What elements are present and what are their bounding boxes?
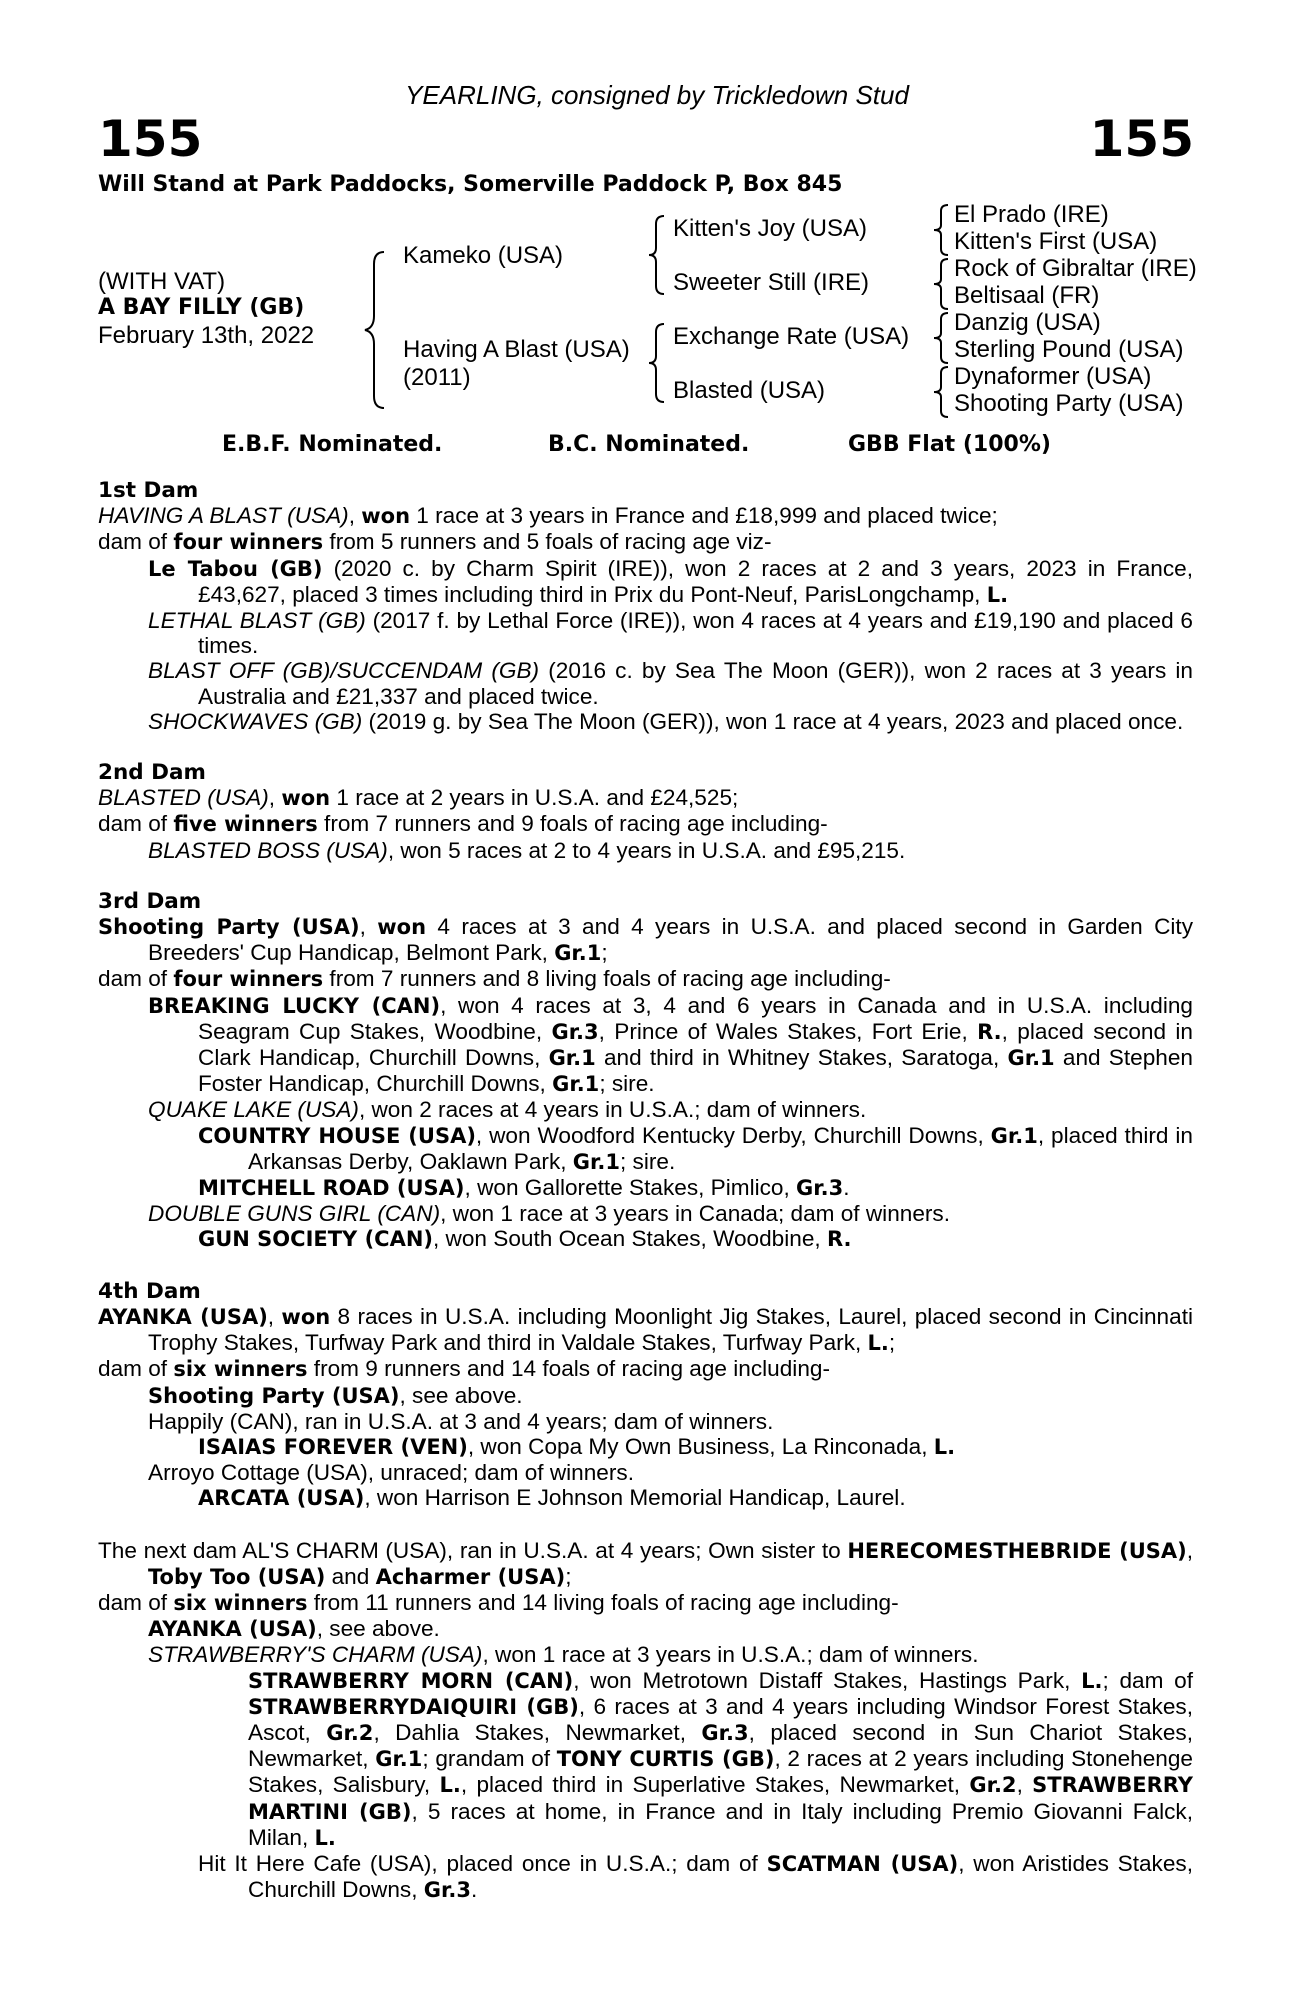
vat-note: (WITH VAT) (98, 268, 226, 295)
g3-kittens-first: Kitten's First (USA) (954, 228, 1158, 255)
brace-g3-2 (930, 257, 954, 311)
produce-isaias-forever: ISAIAS FOREVER (VEN), won Copa My Own Business, La Rinconada, L. (198, 1433, 956, 1459)
brace-g3-1 (930, 203, 954, 257)
lot-number-right: 155 (1089, 110, 1194, 168)
produce-hit-it-here-cafe: Hit It Here Cafe (USA), placed once in U.S.A.; dam of SCATMAN (USA), won Aristides Stakes, Churchill Downs, Gr.3. (198, 1850, 1193, 1903)
produce-le-tabou: Le Tabou (GB) (2020 c. by Charm Spirit (IRE)), won 2 races at 2 and 3 years, 2023 in France, £43,627, placed 3 times including third in Prix du Pont-Neuf, ParisLongchamp, L. (148, 555, 1193, 607)
produce-breaking-lucky: BREAKING LUCKY (CAN), won 4 races at 3, 4 and 6 years in Canada and in U.S.A. including Seagram Cup Stakes, Woodbine, Gr.3, Prince of Wales Stakes, Fort Erie, R., placed second in Clark Handicap, Churchill Downs, Gr.1 and third in Whitney Stakes, Saratoga, Gr.1 and Stephen Foster Handicap, Churchill Downs, Gr.1; sire. (148, 992, 1193, 1097)
second-dam-heading: 2nd Dam (98, 760, 206, 786)
third-dam-record: Shooting Party (USA), won 4 races at 3 and 4 years in U.S.A. and placed second in Garden City Breeders' Cup Handicap, Belmont Park, Gr.1; (98, 914, 1193, 966)
produce-double-guns-girl: DOUBLE GUNS GIRL (CAN), won 1 race at 3 years in Canada; dam of winners. (148, 1201, 950, 1227)
brace-sire (646, 214, 670, 296)
dam-dam: Blasted (USA) (673, 377, 826, 404)
dam-year: (2011) (403, 364, 471, 391)
produce-arcata: ARCATA (USA), won Harrison E Johnson Memorial Handicap, Laurel. (198, 1485, 906, 1511)
second-dam-record: BLASTED (USA), won 1 race at 2 years in U.S.A. and £24,525; (98, 785, 739, 811)
produce-arroyo-cottage: Arroyo Cottage (USA), unraced; dam of winners. (148, 1460, 634, 1486)
fourth-dam-heading: 4th Dam (98, 1278, 201, 1304)
foaling-date: February 13th, 2022 (98, 322, 315, 349)
fourth-dam-record: AYANKA (USA), won 8 races in U.S.A. including Moonlight Jig Stakes, Laurel, placed second in Cincinnati Trophy Stakes, Turfway Park and third in Valdale Stakes, Turfway Park, L.; (98, 1303, 1193, 1356)
produce-mitchell-road: MITCHELL ROAD (USA), won Gallorette Stakes, Pimlico, Gr.3. (198, 1175, 850, 1201)
produce-gun-society: GUN SOCIETY (CAN), won South Ocean Stakes, Woodbine, R. (198, 1226, 852, 1252)
produce-country-house: COUNTRY HOUSE (USA), won Woodford Kentucky Derby, Churchill Downs, Gr.1, placed third in Arkansas Derby, Oaklawn Park, Gr.1; sire. (198, 1122, 1194, 1174)
bc-nomination: B.C. Nominated. (548, 432, 750, 457)
produce-strawberrys-charm: STRAWBERRY'S CHARM (USA), won 1 race at 3 years in U.S.A.; dam of winners. (148, 1642, 979, 1668)
g3-danzig: Danzig (USA) (954, 309, 1101, 336)
third-dam-heading: 3rd Dam (98, 888, 202, 914)
dam-sire: Exchange Rate (USA) (673, 323, 910, 350)
sire-dam: Sweeter Still (IRE) (673, 269, 870, 296)
ebf-nomination: E.B.F. Nominated. (222, 432, 443, 457)
produce-strawberry-morn: STRAWBERRY MORN (CAN), won Metrotown Distaff Stakes, Hastings Park, L.; dam of STRAWBERRYDAIQUIRI (GB), 6 races at 3 and 4 years including Windsor Forest Stakes, Ascot, Gr.2, Dahlia Stakes, Newmarket, Gr.3, placed second in Sun Chariot Stakes, Newmarket, Gr.1; grandam of TONY CURTIS (GB), 2 races at 2 years including Stonehenge Stakes, Salisbury, L., placed third in Superlative Stakes, Newmarket, Gr.2, STRAWBERRY MARTINI (GB), 5 races at home, in France and in Italy including Premio Giovanni Falck, Milan, L. (248, 1667, 1194, 1850)
catalogue-body (98, 478, 1193, 1903)
fourth-dam-produce-summary: dam of six winners from 9 runners and 14 foals of racing age including- (98, 1356, 830, 1382)
lot-number-left: 155 (98, 110, 203, 168)
gbb-flat: GBB Flat (100%) (848, 432, 1051, 457)
produce-lethal-blast: LETHAL BLAST (GB) (2017 f. by Lethal Force (IRE)), won 4 races at 4 years and £19,190 and placed 6 times. (148, 608, 1193, 659)
g3-beltisaal: Beltisaal (FR) (954, 282, 1100, 309)
third-dam-produce-summary: dam of four winners from 7 runners and 8 living foals of racing age including- (98, 966, 891, 992)
dam-name: Having A Blast (USA) (403, 336, 630, 363)
first-dam-record: HAVING A BLAST (USA), won 1 race at 3 years in France and £18,999 and placed twice; (98, 503, 998, 529)
next-dam-record: The next dam AL'S CHARM (USA), ran in U.S.A. at 4 years; Own sister to HERECOMESTHEBRIDE (USA), Toby Too (USA) and Acharmer (USA); (98, 1537, 1194, 1589)
first-dam-heading: 1st Dam (98, 478, 199, 503)
first-dam-produce-summary: dam of four winners from 5 runners and 5 foals of racing age viz- (98, 529, 772, 555)
produce-shockwaves: SHOCKWAVES (GB) (2019 g. by Sea The Moon (GER)), won 1 race at 4 years, 2023 and placed once. (148, 708, 1184, 734)
g3-rock-of-gibraltar: Rock of Gibraltar (IRE) (954, 255, 1197, 282)
g3-el-prado: El Prado (IRE) (954, 201, 1109, 228)
brace-g3-3 (930, 311, 954, 365)
consignor-line: YEARLING, consigned by Trickledown Stud (405, 80, 909, 110)
g3-dynaformer: Dynaformer (USA) (954, 363, 1152, 390)
brace-gen1 (362, 250, 392, 410)
produce-ayanka: AYANKA (USA), see above. (148, 1616, 440, 1642)
produce-blast-off: BLAST OFF (GB)/SUCCENDAM (GB) (2016 c. by Sea The Moon (GER)), won 2 races at 3 years in Australia and £21,337 and placed twice. (148, 658, 1193, 709)
horse-name: A BAY FILLY (GB) (98, 295, 305, 320)
stabling-location: Will Stand at Park Paddocks, Somerville Paddock P, Box 845 (98, 172, 843, 197)
next-dam-produce-summary: dam of six winners from 11 runners and 14 living foals of racing age including- (98, 1589, 899, 1615)
produce-shooting-party: Shooting Party (USA), see above. (148, 1382, 523, 1408)
produce-happily: Happily (CAN), ran in U.S.A. at 3 and 4 years; dam of winners. (148, 1408, 774, 1434)
brace-dam (646, 322, 670, 404)
produce-blasted-boss: BLASTED BOSS (USA), won 5 races at 2 to 4 years in U.S.A. and £95,215. (148, 837, 906, 863)
g3-shooting-party: Shooting Party (USA) (954, 390, 1184, 417)
g3-sterling-pound: Sterling Pound (USA) (954, 336, 1184, 363)
sire-name: Kameko (USA) (403, 242, 564, 269)
sire-sire: Kitten's Joy (USA) (673, 215, 867, 242)
brace-g3-4 (930, 365, 954, 419)
produce-quake-lake: QUAKE LAKE (USA), won 2 races at 4 years in U.S.A.; dam of winners. (148, 1097, 867, 1123)
second-dam-produce-summary: dam of five winners from 7 runners and 9 foals of racing age including- (98, 811, 828, 837)
